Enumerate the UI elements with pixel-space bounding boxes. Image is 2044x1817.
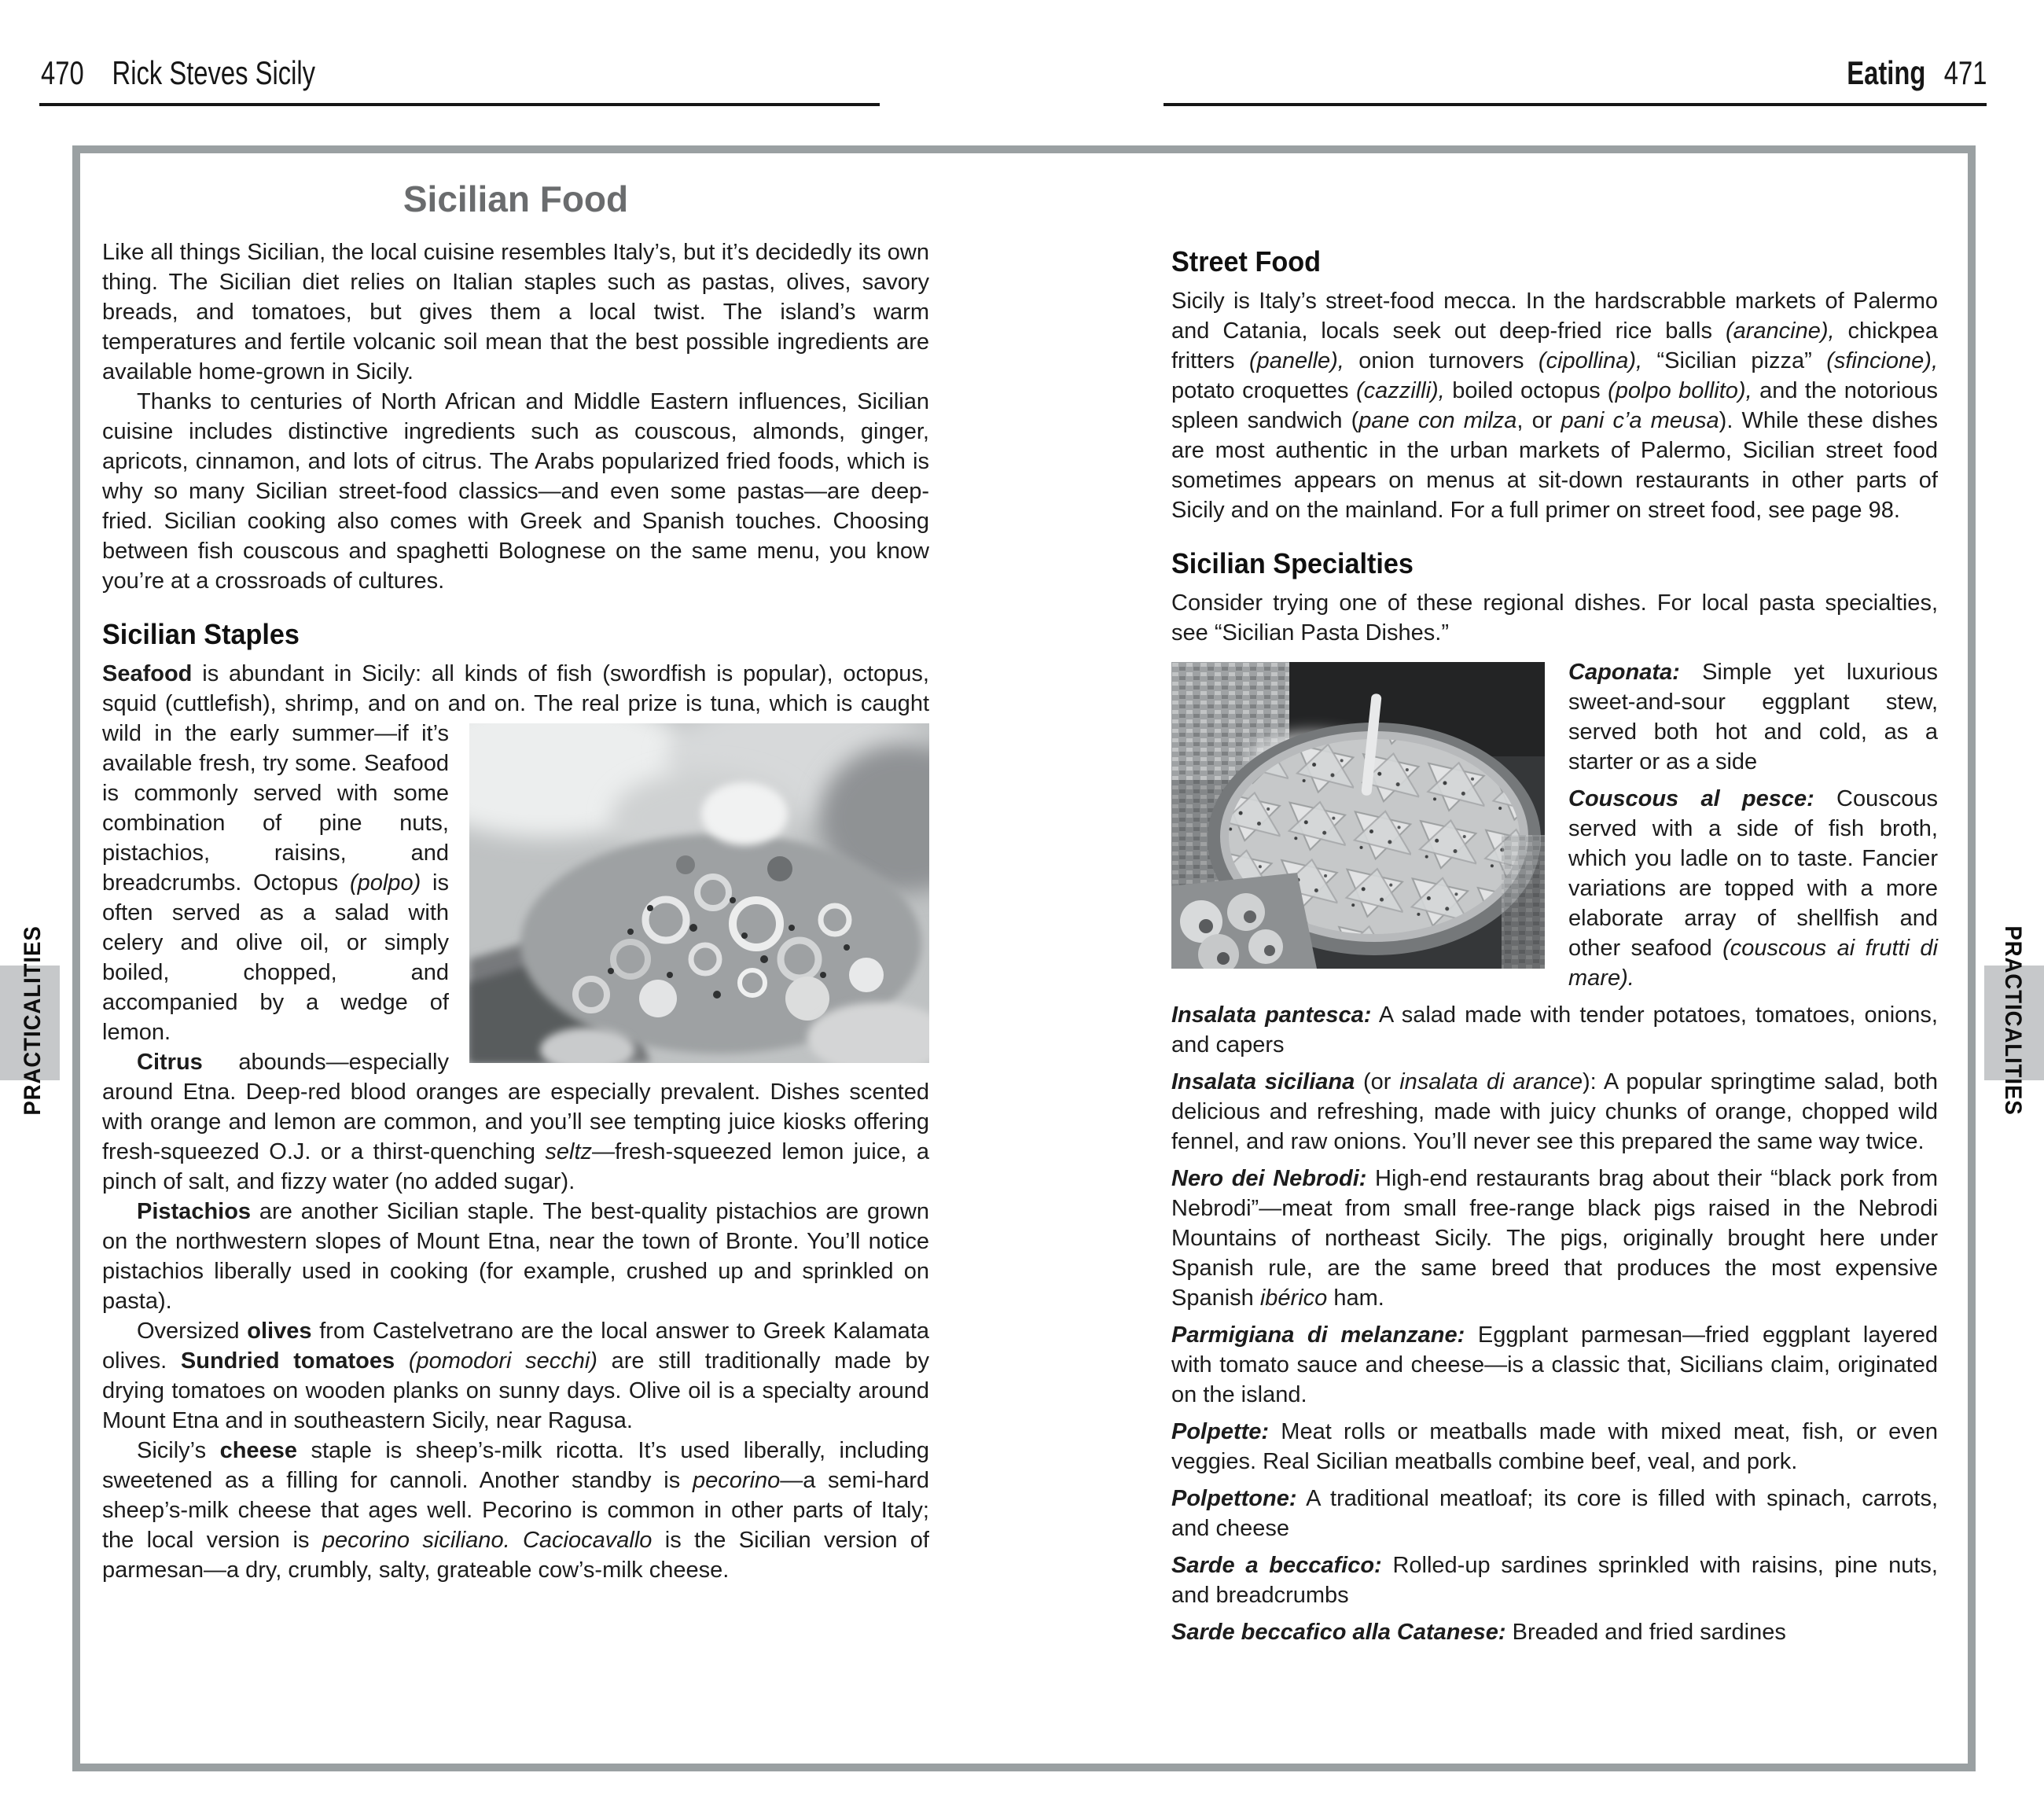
seafood-paragraph: Seafood is abundant in Sicily: all kinds of fish (swordfish is popular), octopus, squid (cuttlefish), shrimp, and on and on. The real prize is tuna, which is caught wild in the early summer—if it’s available fresh, try some. Seafood is commonly served with some combination of pine nuts, pistachios, raisins, and breadcrumbs. Octopus (polpo) is often served as a salad with celery and olive oil, or simply boiled, chopped, and accompanied by a wedge of lemon. <box>102 659 929 1047</box>
street-food-paragraph: Sicily is Italy’s street-food mecca. In the hardscrabble markets of Palermo and Catania, locals seek out deep-fried rice balls (arancine), chickpea fritters (panelle), onion turnovers (cipollina), “Sicilian pizza” (sfincione), potato croquettes (cazzilli), boiled octopus (polpo bollito), and the notorious spleen sandwich (pane con milza, or pani c’a meusa). While these dishes are most authentic in the urban markets of Palermo, Sicilian street food sometimes appears on menus at sit-down restaurants in other parts of Sicily and on the mainland. For a full primer on street food, see page 98. <box>1171 289 1939 523</box>
chapter-title: Eating <box>1846 54 1925 91</box>
running-header-right <box>1807 54 1987 91</box>
header-rule-right <box>1164 103 1987 106</box>
entry-caponata: Caponata: Simple yet luxurious sweet-and-sour eggplant stew, served both hot and cold, as a starter or as a side <box>1171 657 1938 777</box>
street-food-platter-photo-image <box>1171 662 1545 969</box>
entry-insalata-pantesca: Insalata pantesca: A salad made with tender potatoes, tomatoes, onions, and capers <box>1171 1002 1938 1057</box>
section-tab-label-right: PRACTICALITIES <box>2000 925 2026 1116</box>
running-header-left <box>41 54 392 91</box>
staples-heading: Sicilian Staples <box>102 618 300 650</box>
left-column <box>102 178 929 1585</box>
seafood-salad-photo-image <box>469 723 929 1063</box>
entry-polpettone: Polpettone: A traditional meatloaf; its core is filled with spinach, carrots, and cheese <box>1171 1486 1938 1541</box>
entry-polpette: Polpette: Meat rolls or meatballs made with mixed meat, fish, or even veggies. Real Sicilian meatballs combine beef, veal, and pork. <box>1171 1419 1938 1474</box>
olives-paragraph: Oversized olives from Castelvetrano are the local answer to Greek Kalamata olives. Sundried tomatoes (pomodori secchi) are still traditionally made by drying tomatoes on wooden planks on sunny days. Olive oil is a specialty around Mount Etna and in southeastern Sicily, near Ragusa. <box>102 1319 930 1433</box>
entry-sarde-beccafico-alla-catanese: Sarde beccafico alla Catanese: Breaded and fried sardines <box>1171 1620 1786 1645</box>
specialties-intro: Consider trying one of these regional dishes. For local pasta specialties, see “Sicilian Pasta Dishes.” <box>1171 590 1938 646</box>
specialties-heading: Sicilian Specialties <box>1171 547 1414 579</box>
page-number-left: 470 <box>41 54 84 91</box>
entry-insalata-siciliana: Insalata siciliana (or insalata di arance): A popular springtime salad, both delicious and refreshing, made with juicy chunks of orange, chopped wild fennel, and raw onions. You’ll never see this prepared the same way twice. <box>1171 1069 1939 1154</box>
intro-paragraph: Like all things Sicilian, the local cuisine resembles Italy’s, but it’s decidedly its own thing. The Sicilian diet relies on Italian staples such as pastas, olives, savory breads, and tomatoes, but gives them a local twist. The island’s warm temperatures and fertile volcanic soil mean that the best possible ingredients are available home-grown in Sicily. <box>102 240 929 384</box>
header-rule-left <box>39 103 880 106</box>
book-title: Rick Steves Sicily <box>112 54 316 91</box>
entry-nero-dei-nebrodi: Nero dei Nebrodi: High-end restaurants brag about their “black pork from Nebrodi”—meat from small free-range black pigs raised in the Nebrodi Mountains of northeast Sicily. The pigs, originally brought here under Spanish rule, are the same breed that produces the most expensive Spanish ibérico ham. <box>1171 1166 1938 1311</box>
section-tab-label-left: PRACTICALITIES <box>20 925 46 1116</box>
cheese-paragraph: Sicily’s cheese staple is sheep’s-milk ricotta. It’s used liberally, including sweetened as a filling for cannoli. Another standby is pecorino—a semi-hard sheep’s-milk cheese that ages well. Pecorino is common in other parts of Italy; the local version is pecorino siciliano. Caciocavallo is the Sicilian version of parmesan—a dry, crumbly, salty, grateable cow’s-milk cheese. <box>102 1438 929 1583</box>
right-column <box>1171 245 1938 1654</box>
street-food-platter-photo <box>1171 662 1545 969</box>
entry-parmigiana-di-melanzane: Parmigiana di melanzane: Eggplant parmesan—fried eggplant layered with tomato sauce and cheese—is a classic that, Sicilians claim, originated on the island. <box>1171 1322 1939 1407</box>
seafood-salad-photo <box>469 723 929 1063</box>
entry-sarde-a-beccafico: Sarde a beccafico: Rolled-up sardines sprinkled with raisins, pine nuts, and breadcrumbs <box>1171 1553 1938 1608</box>
citrus-paragraph: Citrus abounds—especially around Etna. Deep-red blood oranges are especially prevalent. Dishes scented with orange and lemon are common, and you’ll see tempting juice kiosks offering fresh-squeezed O.J. or a thirst-quenching seltz—fresh-squeezed lemon juice, a pinch of salt, and fizzy water (no added sugar). <box>102 1050 929 1194</box>
page-number-right: 471 <box>1943 54 1987 91</box>
pistachios-paragraph: Pistachios are another Sicilian staple. The best-quality pistachios are grown on the northwestern slopes of Mount Etna, near the town of Bronte. You’ll notice pistachios liberally used in cooking (for example, crushed up and sprinkled on pasta). <box>102 1199 929 1314</box>
article-title: Sicilian Food <box>403 178 629 219</box>
street-food-heading: Street Food <box>1171 245 1322 278</box>
influences-paragraph: Thanks to centuries of North African and Middle Eastern influences, Sicilian cuisine includes distinctive ingredients such as couscous, almonds, ginger, apricots, cinnamon, and lots of citrus. The Arabs popularized fried foods, which is why so many Sicilian street-food classics—and even some pastas—are deep-fried. Sicilian cooking also comes with Greek and Spanish touches. Choosing between fish couscous and spaghetti Bolognese on the same menu, you know you’re at a crossroads of cultures. <box>102 389 929 594</box>
entry-couscous-al-pesce: Couscous al pesce: Couscous served with a side of fish broth, which you ladle on to taste. Fancier variations are topped with a more elaborate array of shellfish and other seafood (couscous ai frutti di mare). <box>1568 786 1938 991</box>
